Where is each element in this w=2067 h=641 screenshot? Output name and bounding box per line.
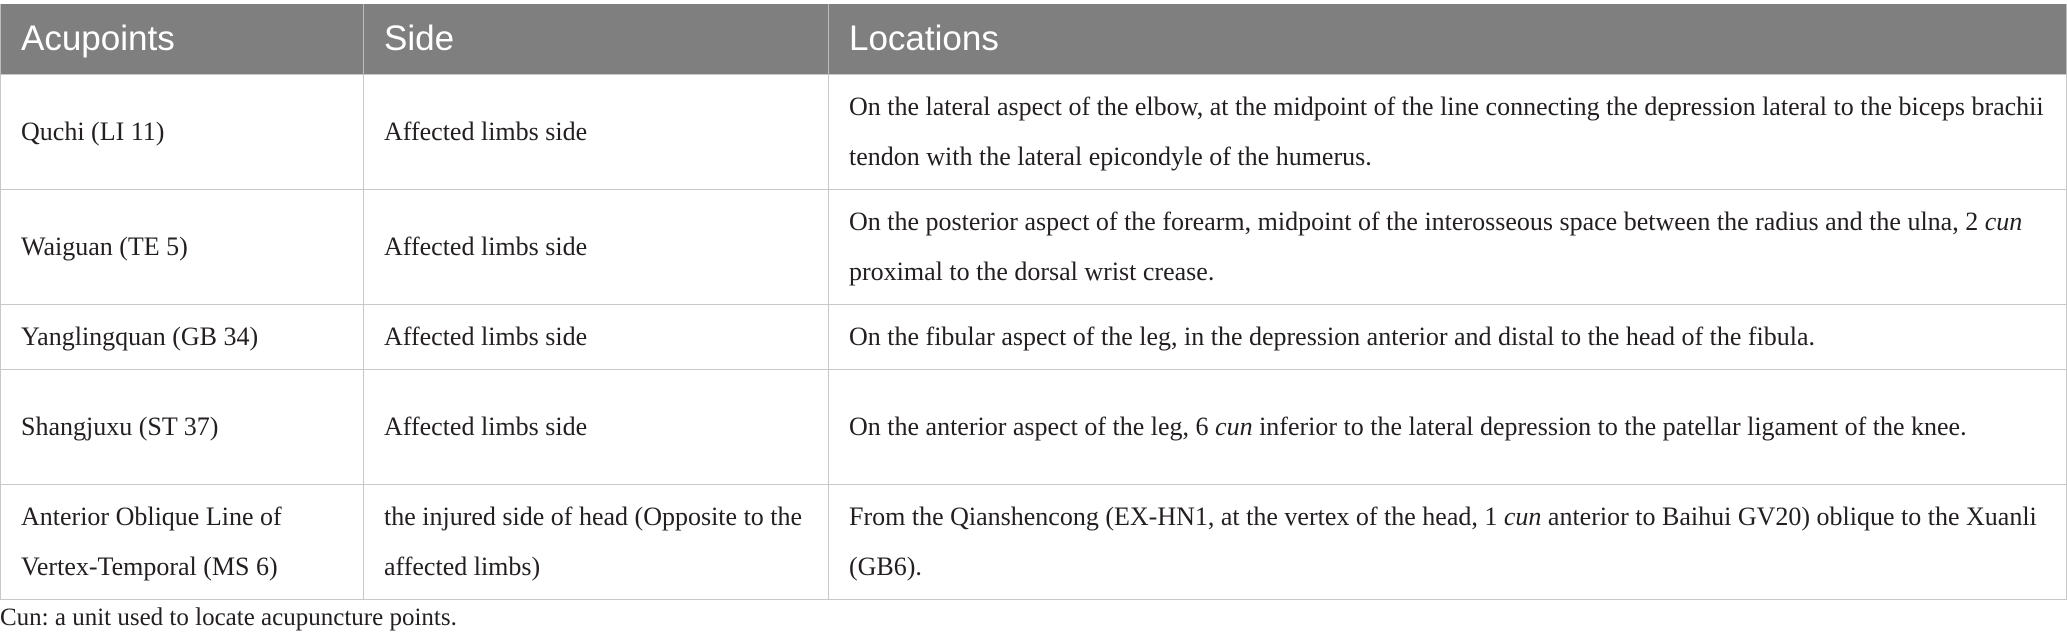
cell-location bbox=[829, 305, 2067, 370]
header-side: Side bbox=[364, 4, 829, 75]
cell-acupoint: Quchi (LI 11) bbox=[1, 75, 364, 190]
location-unit: cun bbox=[1503, 502, 1542, 531]
cell-side: Affected limbs side bbox=[364, 305, 829, 370]
cell-acupoint: Yanglingquan (GB 34) bbox=[1, 305, 364, 370]
table-row bbox=[1, 190, 2067, 305]
cell-acupoint: Anterior Oblique Line of Vertex-Temporal (MS 6) bbox=[1, 485, 364, 600]
acupoints-table-container bbox=[0, 4, 2067, 600]
cell-location bbox=[829, 370, 2067, 485]
table-row bbox=[1, 305, 2067, 370]
cell-side: Affected limbs side bbox=[364, 190, 829, 305]
cell-acupoint: Shangjuxu (ST 37) bbox=[1, 370, 364, 485]
table-row bbox=[1, 370, 2067, 485]
location-text: On the posterior aspect of the forearm, midpoint of the interosseous space between the radius and the ulna, 2 bbox=[849, 207, 1985, 236]
cell-side: Affected limbs side bbox=[364, 75, 829, 190]
location-text-end: inferior to the lateral depression to the patellar ligament of the knee. bbox=[1252, 412, 1967, 441]
header-locations: Locations bbox=[829, 4, 2067, 75]
location-unit: cun bbox=[1984, 207, 2023, 236]
location-unit: cun bbox=[1215, 412, 1253, 441]
cell-location bbox=[829, 485, 2067, 600]
cell-location bbox=[829, 75, 2067, 190]
header-acupoints: Acupoints bbox=[1, 4, 364, 75]
location-text-end: anterior to Baihui GV20) oblique to the Xuanli (GB6). bbox=[849, 502, 2037, 581]
table-body bbox=[1, 75, 2067, 600]
location-text: On the anterior aspect of the leg, 6 bbox=[849, 412, 1216, 441]
cell-location bbox=[829, 190, 2067, 305]
table-row bbox=[1, 75, 2067, 190]
location-text: On the lateral aspect of the elbow, at the midpoint of the line connecting the depression lateral to the biceps brachii tendon with the lateral epicondyle of the humerus. bbox=[849, 92, 2044, 171]
location-text: On the fibular aspect of the leg, in the depression anterior and distal to the head of the fibula. bbox=[849, 322, 1816, 351]
table-footnote: Cun: a unit used to locate acupuncture points. bbox=[0, 604, 457, 631]
cell-acupoint: Waiguan (TE 5) bbox=[1, 190, 364, 305]
table-row bbox=[1, 485, 2067, 600]
location-text-end: proximal to the dorsal wrist crease. bbox=[849, 257, 1215, 286]
location-text: From the Qianshencong (EX-HN1, at the vertex of the head, 1 bbox=[849, 502, 1504, 531]
cell-side: Affected limbs side bbox=[364, 370, 829, 485]
table-header bbox=[1, 4, 2067, 75]
cell-side: the injured side of head (Opposite to the affected limbs) bbox=[364, 485, 829, 600]
acupoints-table bbox=[0, 4, 2067, 600]
header-row bbox=[1, 4, 2067, 75]
